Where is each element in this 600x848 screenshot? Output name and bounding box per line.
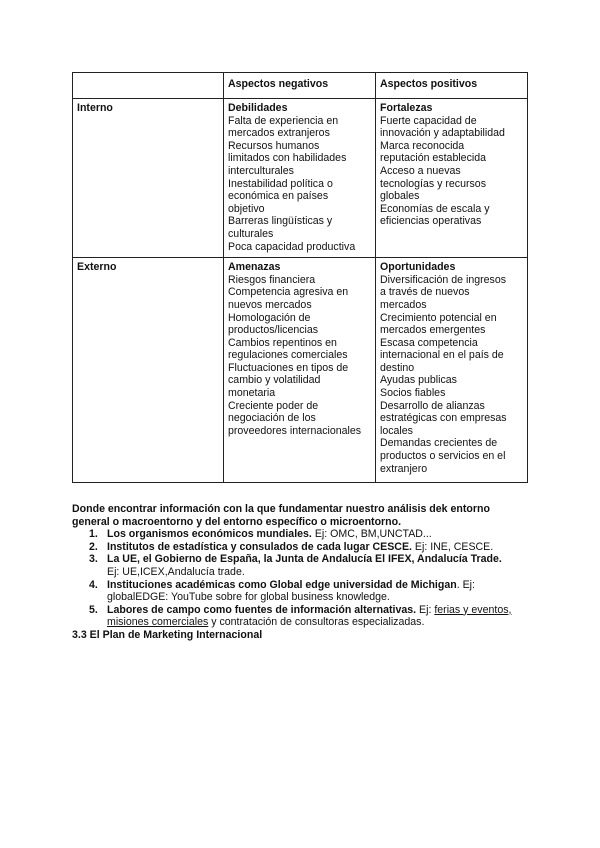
cell-line: internacional en el país de — [380, 349, 504, 362]
sources-section — [72, 503, 532, 642]
table-header-row — [73, 73, 528, 99]
cell-line: eficiencias operativas — [380, 215, 482, 228]
swot-table — [72, 72, 528, 483]
cell-line: Demandas crecientes de — [380, 437, 498, 450]
row-label-interno: Interno — [73, 99, 224, 258]
cell-line: extranjero — [380, 462, 428, 475]
cell-line: innovación y adaptabilidad — [380, 127, 505, 140]
section-heading: 3.3 El Plan de Marketing Internacional — [72, 628, 263, 641]
sources-list — [72, 528, 532, 629]
item-example-text: . Ej: globalEDGE: YouTube sobre for global business knowledge. — [107, 578, 475, 604]
cell-line: culturales — [228, 227, 274, 240]
list-item — [72, 528, 532, 541]
cell-line: Diversificación de ingresos — [380, 273, 507, 286]
cell-line: estratégicas con empresas — [380, 412, 507, 425]
list-item — [72, 541, 532, 554]
cell-line: Socios fiables — [380, 387, 446, 400]
cell-debilidades — [224, 99, 376, 258]
cell-title-oportunidades: Oportunidades — [380, 261, 456, 274]
item-bold-text: Los organismos económicos mundiales. — [107, 528, 312, 541]
cell-title-fortalezas: Fortalezas — [380, 102, 433, 114]
item-bold-text: La UE, el Gobierno de España, la Junta de Andalucía El IFEX, Andalucía Trade. — [107, 553, 502, 566]
cell-line: productos o servicios en el — [380, 450, 506, 463]
cell-line: interculturales — [228, 164, 294, 177]
cell-title-debilidades: Debilidades — [228, 102, 288, 114]
cell-line: Fluctuaciones en tipos de — [228, 361, 349, 374]
item-example-text: Ej: UE,ICEX,Andalucía trade. — [107, 565, 245, 578]
cell-line: Recursos humanos — [228, 139, 320, 152]
list-number: 1. — [89, 528, 98, 541]
cell-line: tecnologías y recursos — [380, 177, 486, 190]
cell-title-amenazas: Amenazas — [228, 261, 281, 274]
cell-line: Creciente poder de — [228, 399, 319, 412]
cell-line: Fuerte capacidad de — [380, 114, 477, 127]
cell-line: monetaria — [228, 387, 276, 400]
header-positive: Aspectos positivos — [376, 73, 528, 99]
cell-line: mercados emergentes — [380, 324, 486, 337]
cell-line: negociación de los — [228, 412, 316, 425]
cell-fortalezas — [376, 99, 528, 258]
cell-line: Cambios repentinos en — [228, 336, 337, 349]
cell-line: Acceso a nuevas — [380, 164, 461, 177]
item-example-text: Ej: OMC, BM,UNCTAD... — [311, 528, 432, 541]
cell-line: Homologación de — [228, 311, 311, 324]
intro-line: general o macroentorno y del entorno específico o microentorno. — [72, 515, 402, 528]
item-bold-text: Institutos de estadística y consulados de cada lugar CESCE. — [107, 540, 412, 553]
cell-line: objetivo — [228, 202, 265, 215]
cell-line: Economías de escala y — [380, 202, 490, 215]
item-bold-text: Labores de campo como fuentes de información alternativas. — [107, 603, 417, 616]
cell-line: Falta de experiencia en — [228, 114, 339, 127]
list-item — [72, 604, 532, 629]
item-bold-text: Instituciones académicas como Global edge universidad de Michigan — [107, 578, 457, 591]
cell-line: globales — [380, 190, 420, 203]
list-item — [72, 579, 532, 604]
cell-line: Competencia agresiva en — [228, 286, 349, 299]
cell-line: Riesgos financiera — [228, 273, 316, 286]
table-row-externo — [73, 258, 528, 483]
header-blank-cell — [73, 73, 224, 99]
cell-line: reputación establecida — [380, 152, 487, 165]
list-number: 5. — [89, 603, 98, 616]
cell-line: económica en países — [228, 190, 329, 203]
list-number: 4. — [89, 578, 98, 591]
cell-line: limitados con habilidades — [228, 152, 347, 165]
list-number: 3. — [89, 553, 98, 566]
row-label-externo: Externo — [73, 258, 224, 483]
cell-line: destino — [380, 361, 415, 374]
item-example-text: Ej: INE, CESCE. — [411, 540, 494, 553]
cell-amenazas — [224, 258, 376, 483]
header-negative: Aspectos negativos — [224, 73, 376, 99]
list-item — [72, 553, 532, 578]
cell-line: Marca reconocida — [380, 139, 465, 152]
cell-line: Inestabilidad política o — [228, 177, 333, 190]
list-number: 2. — [89, 540, 98, 553]
cell-line: Desarrollo de alianzas — [380, 399, 485, 412]
item-underlined-text: ferias y eventos, misiones comerciales — [107, 603, 512, 629]
cell-line: Escasa competencia — [380, 336, 478, 349]
cell-line: Crecimiento potencial en — [380, 311, 497, 324]
cell-line: a través de nuevos — [380, 286, 470, 299]
cell-line: Poca capacidad productiva — [228, 240, 356, 253]
table-row-interno — [73, 99, 528, 258]
cell-line: cambio y volatilidad — [228, 374, 321, 387]
cell-line: proveedores internacionales — [228, 424, 362, 437]
cell-line: nuevos mercados — [228, 298, 312, 311]
cell-line: productos/licencias — [228, 324, 319, 337]
cell-line: Ayudas publicas — [380, 374, 457, 387]
cell-line: locales — [380, 424, 413, 437]
cell-line: regulaciones comerciales — [228, 349, 348, 362]
cell-line: Barreras lingüísticas y — [228, 215, 333, 228]
item-example-text: y contratación de consultoras especializadas. — [208, 616, 425, 629]
item-example-prefix: Ej: — [416, 603, 435, 616]
intro-line: Donde encontrar información con la que fundamentar nuestro análisis dek entorno — [72, 503, 490, 515]
cell-oportunidades — [376, 258, 528, 483]
cell-line: mercados extranjeros — [228, 127, 330, 140]
cell-line: mercados — [380, 298, 427, 311]
